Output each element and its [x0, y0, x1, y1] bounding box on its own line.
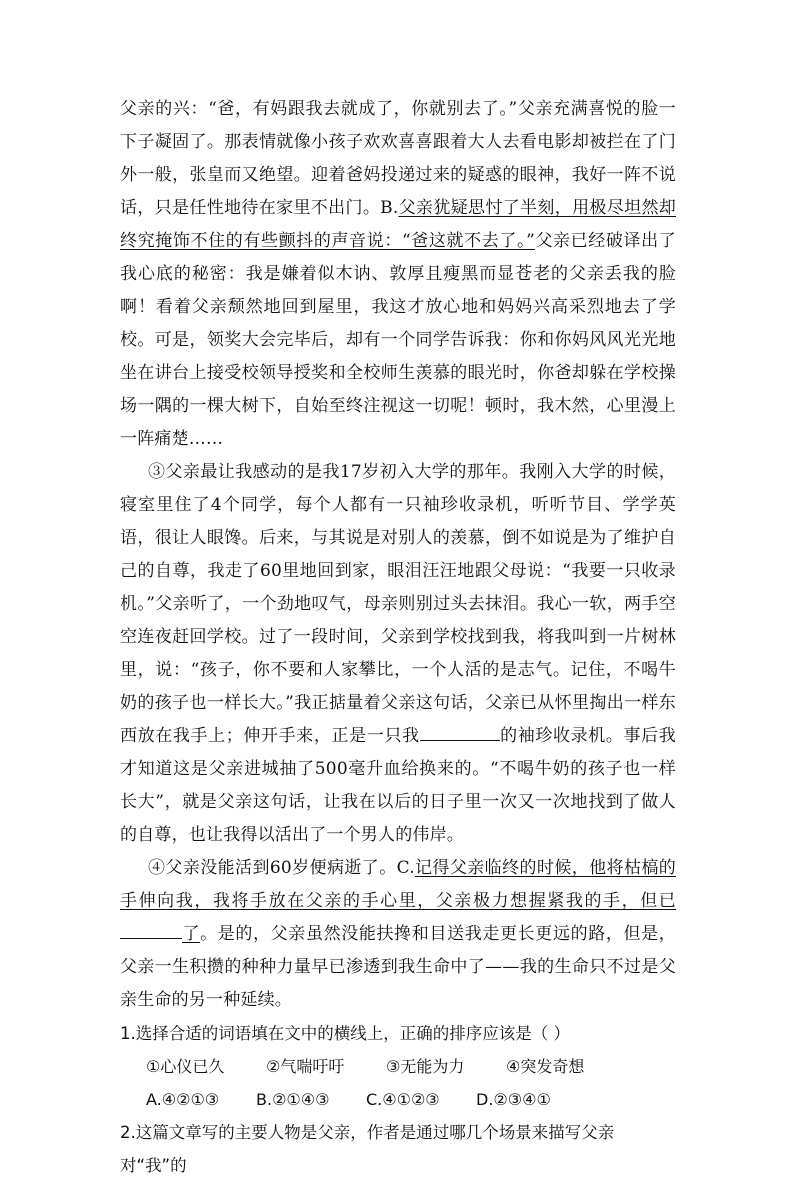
paragraph-2-continued	[120, 93, 676, 456]
underlined-sentence-c-end: 了	[182, 924, 201, 944]
question-1-choices	[120, 1083, 676, 1116]
paragraph-2-text-a: 父亲的兴：“爸，有妈跟我去就成了，你就别去了。”父亲充满喜悦的脸一下子凝固了。那表情就像小孩子欢欢喜喜跟着大人去看电影却被拦在了门外一般，张皇而又绝望。迎着爸妈投递过来的疑惑的眼神，我好一阵不说话，只是任性地待在家里不出门。B.	[120, 99, 676, 218]
fill-blank-1[interactable]	[420, 720, 500, 741]
choice-d[interactable]: D.②③④①	[476, 1090, 551, 1109]
question-1-word-list	[120, 1050, 676, 1083]
word-option-3: ③无能为力	[386, 1057, 465, 1076]
underlined-sentence-c-text: 记得父亲临终的时候，他将枯槁的手伸向我，我将手放在父亲的手心里，父亲极力想握紧我的手，但已	[120, 858, 676, 911]
paragraph-4	[120, 852, 676, 1017]
choice-c[interactable]: C.④①②③	[366, 1090, 440, 1109]
document-page	[120, 93, 676, 1182]
paragraph-2-text-c: 父亲已经破译出了我心底的秘密：我是嫌着似木讷、敦厚且瘦黑而显苍老的父亲丢我的脸啊！看着父亲颓然地回到屋里，我这才放心地和妈妈兴高采烈地去了学校。可是，领奖大会完毕后，却有一个同学告诉我：你和你妈风风光光地坐在讲台上接受校领导授奖和全校师生羡慕的眼光时，你爸却躲在学校操场一隅的一棵大树下，自始至终注视这一切呢！顿时，我木然，心里漫上一阵痛楚……	[120, 231, 676, 449]
choice-b[interactable]: B.②①④③	[256, 1090, 330, 1109]
paragraph-3	[120, 456, 676, 852]
underlined-sentence-b: 父亲犹疑思忖了半刻，用极尽坦然却终究掩饰不住的有些颤抖的声音说：“爸这就不去了。”	[120, 198, 677, 251]
paragraph-4-text-a: ④父亲没能活到60岁便病逝了。C.	[148, 858, 415, 878]
paragraph-3-text-b: 的袖珍收录机。事后我才知道这是父亲进城抽了500毫升血给换来的。“不喝牛奶的孩子也一样长大”，就是父亲这句话，让我在以后的日子里一次又一次地找到了做人的自尊，也让我得以活出了一个男人的伟岸。	[120, 726, 676, 845]
question-2-stem: 2.这篇文章写的主要人物是父亲，作者是通过哪几个场景来描写父亲对“我”的	[120, 1123, 615, 1175]
fill-blank-2[interactable]	[120, 918, 182, 939]
question-1-stem: 1.选择合适的词语填在文中的横线上，正确的排序应该是（ ）	[120, 1024, 570, 1043]
word-option-2: ②气喘吁吁	[266, 1057, 345, 1076]
word-option-4: ④突发奇想	[506, 1057, 585, 1076]
paragraph-4-text-d: 。是的，父亲虽然没能扶搀和目送我走更长更远的路，但是，父亲一生积攒的种种力量早已渗透到我生命中了——我的生命只不过是父亲生命的另一种延续。	[120, 924, 676, 1010]
word-option-1: ①心仪已久	[146, 1057, 225, 1076]
choice-a[interactable]: A.④②①③	[146, 1090, 220, 1109]
paragraph-3-text-a: ③父亲最让我感动的是我17岁初入大学的那年。我刚入大学的时候，寝室里住了4个同学，每个人都有一只袖珍收录机，听听节目、学学英语，很让人眼馋。后来，与其说是对别人的羡慕，倒不如说是为了维护自己的自尊，我走了60里地回到家，眼泪汪汪地跟父母说：“我要一只收录机。”父亲听了，一个劲地叹气，母亲则别过头去抹泪。我心一软，两手空空连夜赶回学校。过了一段时间，父亲到学校找到我，将我叫到一片树林里，说：“孩子，你不要和人家攀比，一个人活的是志气。记住，不喝牛奶的孩子也一样长大。”我正掂量着父亲这句话，父亲已从怀里掏出一样东西放在我手上；伸开手来，正是一只我	[120, 462, 676, 746]
